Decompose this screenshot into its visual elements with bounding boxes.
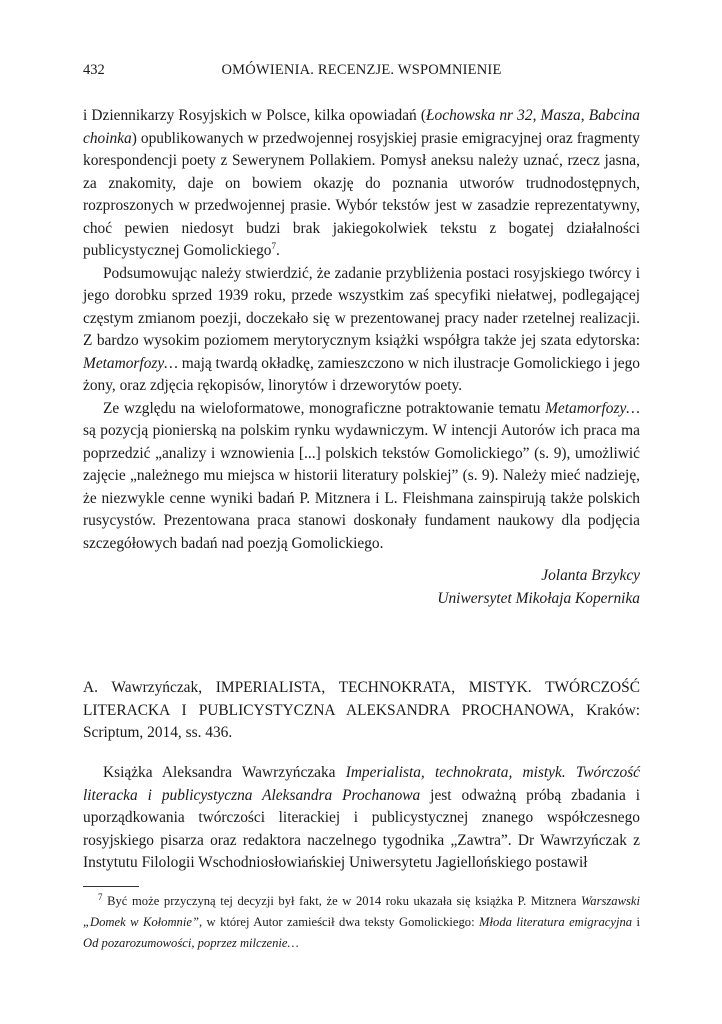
text-run: i Dziennikarzy Rosyjskich w Polsce, kilka opowiadań ( — [83, 107, 426, 124]
text-run: Książka Aleksandra Wawrzyńczaka — [103, 764, 346, 781]
text-title: Od pozarozumowości, poprzez milczenie… — [83, 936, 299, 950]
page-number: 432 — [83, 62, 105, 78]
author-signature — [437, 564, 640, 610]
story-title: Masza — [540, 107, 581, 124]
review-body — [83, 762, 640, 875]
footnote-reference: 7 — [271, 240, 276, 251]
running-header — [83, 62, 640, 82]
review-citation: A. Wawrzyńczak, IMPERIALISTA, TECHNOKRATA, MISTYK. TWÓRCZOŚĆ LITERACKA I PUBLICYSTYCZNA ALEKSANDRA PROCHANOWA, Kraków: Scriptum, 2014, ss. 436. — [83, 679, 640, 741]
text-run: , — [532, 107, 541, 124]
text-run: ) opublikowanych w przedwojennej rosyjskiej prasie emigracyjnej oraz fragmenty korespondencji poety z Sewerynem Pollakiem. Pomysł aneksu należy uznać, rzecz jasna, za znakomity, daje on bowiem okazję do poznania utworów trudnodostępnych, rozproszonych w przedwojennej prasie. Wybór tekstów jest w zasadzie reprezentatywny, choć pewien niedosyt budzi brak jakiegokolwiek tekstu z bogatej działalności publicystycznej Gomolickiego — [83, 129, 640, 259]
text-run: , w której Autor zamieścił dwa teksty Gomolickiego: — [198, 915, 480, 929]
body-paragraph-3 — [83, 398, 640, 556]
author-affiliation: Uniwersytet Mikołaja Kopernika — [437, 590, 640, 607]
book-title: Metamorfozy… — [83, 354, 178, 372]
book-title: Imperialista, technokrata, mistyk. Twórczość literacka i publicystyczna Aleksandra Prochanowa — [83, 764, 640, 804]
text-run: . — [276, 242, 280, 259]
text-run: Ze względu na wieloformatowe, monograficzne potraktowanie tematu — [103, 399, 546, 417]
book-title: Warszawski „Domek w Kołomnie” — [83, 894, 640, 929]
book-title: Metamorfozy… — [545, 399, 640, 417]
body-paragraph-1 — [83, 105, 640, 263]
footnote-number: 7 — [98, 891, 103, 902]
review-bibliographic-header — [83, 677, 640, 745]
text-run: i — [632, 915, 640, 929]
text-run: mają twardą okładkę, zamieszczono w nich ilustracje Gomolickiego i jego żony, oraz zdjęcia rękopisów, linorytów i drzeworytów poety. — [83, 354, 640, 394]
review-paragraph — [83, 762, 640, 875]
footnote-separator — [83, 886, 139, 887]
section-title: OMÓWIENIA. RECENZJE. WSPOMNIENIE — [221, 62, 502, 78]
body-paragraph-2 — [83, 263, 640, 398]
article-body — [83, 105, 640, 555]
text-run: jest odważną próbą zbadania i uporządkowania twórczości literackiej i publicystycznej znanego współczesnego rosyjskiego pisarza oraz redaktora naczelnego tygodnika „Zawtra”. Dr Wawrzyńczak z Instytutu Filologii Wschodniosłowiańskiej Uniwersytetu Jagiellońskiego postawił — [83, 786, 641, 871]
text-title: Młoda literatura emigracyjna — [479, 915, 633, 929]
footnote — [83, 891, 640, 954]
author-name: Jolanta Brzykcy — [541, 567, 640, 584]
text-run: są pozycją pionierską na polskim rynku wydawniczym. W intencji Autorów ich praca ma poprzedzić „analizy i wznowienia [...] polskich tekstów Gomolickiego” (s. 9), umożliwić zajęcie „należnego mu miejsca w historii literatury polskiej” (s. 9). Należy mieć nadzieję, że niezwykle cenne wyniki badań P. Mitznera i L. Fleishmana zainspirują także polskich rusycystów. Prezentowana praca stanowi doskonały fundament naukowy dla podjęcia szczegółowych badań nad poezją Gomolickiego. — [83, 422, 640, 552]
footnote-text — [83, 891, 640, 954]
text-run: , — [580, 107, 589, 124]
story-title: Łochowska nr 32 — [425, 107, 533, 124]
story-title: Babcina choinka — [83, 107, 640, 147]
text-run: Podsumowując należy stwierdzić, że zadanie przybliżenia postaci rosyjskiego twórcy i jego dorobku sprzed 1939 roku, przede wszystkim zaś specyfiki niełatwej, podlegającej częstym zmianom poezji, doczekało się w prezentowanej pracy nader rzetelnej realizacji. Z bardzo wysokim poziomem merytorycznym książki współgra także jej szata edytorska: — [83, 264, 640, 349]
text-run: Być może przyczyną tej decyzji był fakt, że w 2014 roku ukazała się książka P. Mitznera — [102, 894, 581, 908]
